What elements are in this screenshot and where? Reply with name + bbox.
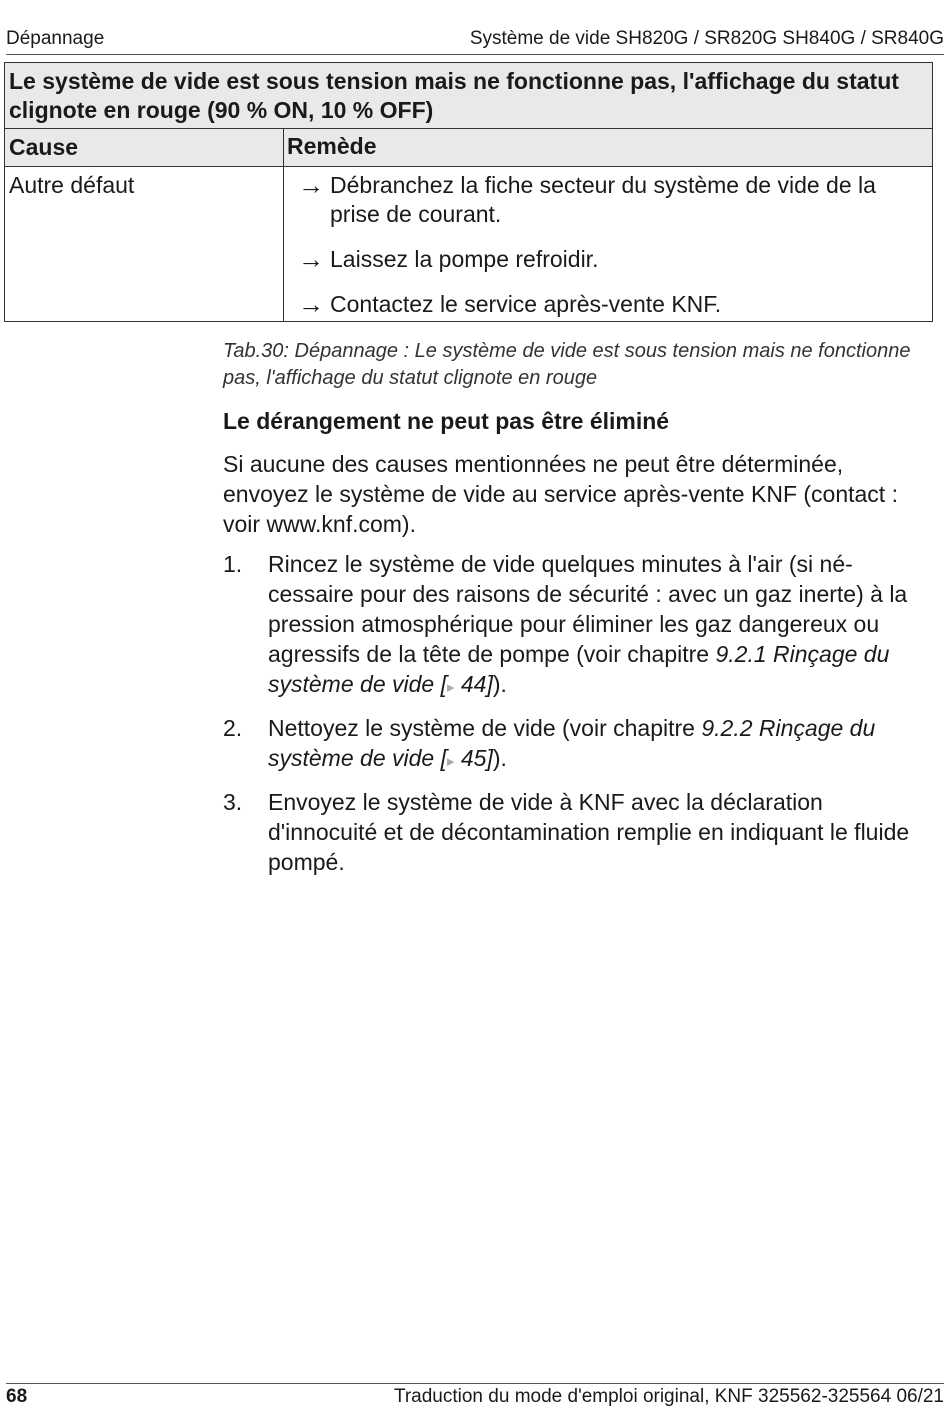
remedy-item [298,171,928,229]
chapter-link[interactable]: 9.2.1 Rinçage du système de vide [▸ 44] [268,641,890,697]
page-ref-icon: ▸ [446,753,455,770]
page-footer [6,1383,944,1407]
remedy-text: Débranchez la fiche secteur du système de vide de la prise de courant. [330,172,876,227]
table-title: Le système de vide est sous tension mais ne fonctionne pas, l'affichage du statut clignote en rouge (90 % ON, 10 % OFF) [5,63,933,129]
arrow-right-icon: → [298,170,324,200]
remedy-item [298,290,928,319]
arrow-right-icon: → [298,289,324,319]
step-text: Nettoyez le système de vide (voir chapitre 9.2.2 Rinçage du système de vide [▸ 45]). [268,715,876,771]
section-intro: Si aucune des causes mentionnées ne peut être déterminée, envoyez le système de vide au service après-vente KNF (contact : voir www.knf.com). [223,451,898,537]
list-item [223,787,935,877]
column-header-remedy: Remède [284,129,933,167]
header-section: Dépannage [6,28,105,49]
page-number: 68 [6,1386,28,1407]
column-header-cause: Cause [5,129,284,167]
chapter-link[interactable]: 9.2.2 Rinçage du système de vide [▸ 45] [268,715,876,771]
step-number: 1. [223,551,243,577]
page-header [6,26,944,55]
remedy-text: Laissez la pompe refroidir. [330,246,599,272]
step-number: 3. [223,789,243,815]
section-title: Le dérangement ne peut pas être éliminé [223,408,670,434]
step-text: Envoyez le système de vide à KNF avec la déclaration d'innocuité et de décontamination remplie en indiquant le fluide pompé. [268,789,910,875]
remedy-text: Contactez le service après-vente KNF. [330,291,722,317]
table-caption: Tab.30: Dépannage : Le système de vide est sous tension mais ne fonctionne pas, l'affichage du statut clignote en rouge [223,340,911,389]
step-number: 2. [223,715,243,741]
header-product: Système de vide SH820G / SR820G SH840G / SR840G [469,28,944,49]
cause-cell: Autre défaut [5,167,284,322]
remedy-cell [284,167,933,322]
arrow-right-icon: → [298,244,324,274]
page-ref-icon: ▸ [446,679,455,696]
step-text: Rincez le système de vide quelques minutes à l'air (si né-cessaire pour des raisons de sécurité : avec un gaz inerte) à la pression atmosphérique pour éliminer les gaz dangereux ou agressifs de la tête de pompe (voir chapitre 9.2.1 Rinçage du système de vide [▸ 44]). [268,551,908,697]
steps-list [223,549,935,887]
document-reference: Traduction du mode d'emploi original, KNF 325562-325564 06/21 [393,1386,944,1407]
troubleshooting-table [4,62,933,322]
list-item [223,713,935,777]
remedy-item [298,245,928,274]
list-item [223,549,935,703]
